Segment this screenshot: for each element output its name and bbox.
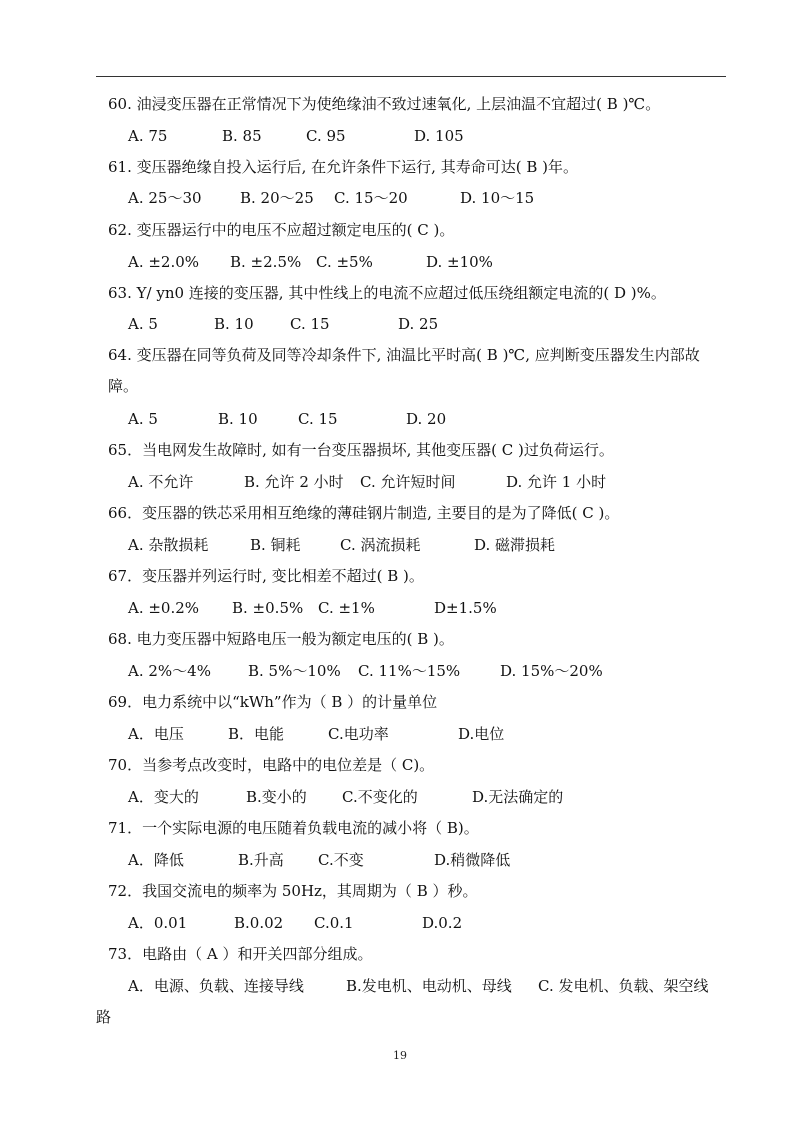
- option-c: C. 涡流损耗: [340, 536, 421, 554]
- option-b: B.变小的: [246, 788, 307, 806]
- option-c: C.不变: [318, 851, 364, 869]
- options-69: [128, 719, 728, 750]
- option-c: C.电功率: [328, 725, 389, 743]
- option-d: D. 10～15: [460, 189, 535, 207]
- options-64: [128, 404, 728, 435]
- options-61: [128, 183, 728, 214]
- option-c: C. 发电机、负载、架空线: [538, 977, 709, 995]
- options-70: [128, 782, 728, 813]
- question-72: 72．我国交流电的频率为 50Hz，其周期为（ B ）秒。: [108, 882, 478, 900]
- question-69: 69．电力系统中以“kWh”作为（ B ）的计量单位: [108, 693, 438, 711]
- option-d: D.稍微降低: [434, 851, 511, 869]
- question-64: 64. 变压器在同等负荷及同等冷却条件下, 油温比平时高( B )℃, 应判断变压器发生内部故障。: [108, 346, 700, 395]
- options-72: [128, 908, 728, 939]
- question-63: 63. Y/ yn0 连接的变压器, 其中性线上的电流不应超过低压绕组额定电流的( D )%。: [108, 284, 666, 302]
- option-c: C. 15～20: [334, 189, 408, 207]
- option-a: A．变大的: [128, 788, 199, 806]
- options-68: [128, 656, 728, 687]
- option-b: B. 20～25: [240, 189, 314, 207]
- option-b: B.升高: [238, 851, 284, 869]
- option-a: A．电压: [128, 725, 184, 743]
- options-67: [128, 593, 728, 624]
- option-b: B. 10: [218, 410, 258, 428]
- option-b: B. ±0.5%: [232, 599, 304, 617]
- question-60: 60. 油浸变压器在正常情况下为使绝缘油不致过速氧化, 上层油温不宜超过( B )℃。: [108, 95, 661, 113]
- options-65: [128, 467, 728, 498]
- question-71: 71．一个实际电源的电压随着负载电流的减小将（ B)。: [108, 819, 479, 837]
- option-d: D. 15%～20%: [500, 662, 603, 680]
- question-65: 65．当电网发生故障时, 如有一台变压器损坏, 其他变压器( C )过负荷运行。: [108, 441, 614, 459]
- options-66: [128, 530, 728, 561]
- option-d: D.无法确定的: [472, 788, 564, 806]
- option-b: B. ±2.5%: [230, 253, 302, 271]
- option-a: A. 2%～4%: [128, 662, 211, 680]
- option-a: A．0.01: [128, 914, 188, 932]
- option-c: C.不变化的: [342, 788, 418, 806]
- option-c: C.0.1: [314, 914, 354, 932]
- option-b: B.0.02: [234, 914, 284, 932]
- option-a: A. 杂散损耗: [128, 536, 209, 554]
- option-a: A. 25～30: [128, 189, 202, 207]
- option-d: D. 105: [414, 127, 464, 145]
- options-60: [128, 121, 728, 152]
- header-rule: [96, 76, 726, 77]
- option-b: B. 10: [214, 315, 254, 333]
- question-70: 70．当参考点改变时，电路中的电位差是（ C)。: [108, 756, 435, 774]
- option-c: C. 11%～15%: [358, 662, 461, 680]
- page-number: 19: [393, 1049, 407, 1062]
- option-d: D. 20: [406, 410, 447, 428]
- option-b: B. 铜耗: [250, 536, 301, 554]
- option-d: D. 允许 1 小时: [506, 473, 607, 491]
- option-a: A. 5: [128, 410, 158, 428]
- options-71: [128, 845, 728, 876]
- option-a: A．电源、负载、连接导线: [128, 977, 304, 995]
- option-d: D±1.5%: [434, 599, 497, 617]
- option-b: B.发电机、电动机、母线: [346, 977, 512, 995]
- option-a: A．降低: [128, 851, 184, 869]
- option-d: D. 25: [398, 315, 439, 333]
- option-b: B. 5%～10%: [248, 662, 341, 680]
- option-d: D. 磁滞损耗: [474, 536, 556, 554]
- option-d: D. ±10%: [426, 253, 493, 271]
- option-c: C. 15: [290, 315, 330, 333]
- option-b: B. 允许 2 小时: [244, 473, 344, 491]
- question-67: 67．变压器并列运行时, 变比相差不超过( B )。: [108, 567, 424, 585]
- option-a: A. 75: [128, 127, 168, 145]
- option-d: D.电位: [458, 725, 505, 743]
- option-b: B. 85: [222, 127, 262, 145]
- option-c: C. 95: [306, 127, 346, 145]
- option-c: C. ±5%: [316, 253, 373, 271]
- question-61: 61. 变压器绝缘自投入运行后, 在允许条件下运行, 其寿命可达( B )年。: [108, 158, 578, 176]
- option-b: B．电能: [228, 725, 285, 743]
- option-a: A. 5: [128, 315, 158, 333]
- option-a: A. 不允许: [128, 473, 194, 491]
- option-c: C. 15: [298, 410, 338, 428]
- option-a: A. ±0.2%: [128, 599, 200, 617]
- option-d: D.0.2: [422, 914, 463, 932]
- options-62: [128, 247, 728, 278]
- question-68: 68. 电力变压器中短路电压一般为额定电压的( B )。: [108, 630, 454, 648]
- option-c: C. ±1%: [318, 599, 375, 617]
- question-66: 66．变压器的铁芯采用相互绝缘的薄硅钢片制造, 主要目的是为了降低( C )。: [108, 504, 620, 522]
- option-c-continuation: 路: [96, 1008, 112, 1026]
- options-63: [128, 309, 728, 340]
- question-62: 62. 变压器运行中的电压不应超过额定电压的( C )。: [108, 221, 455, 239]
- question-73: 73．电路由（ A ）和开关四部分组成。: [108, 945, 373, 963]
- option-a: A. ±2.0%: [128, 253, 200, 271]
- option-c: C. 允许短时间: [360, 473, 456, 491]
- options-73: [128, 971, 728, 1002]
